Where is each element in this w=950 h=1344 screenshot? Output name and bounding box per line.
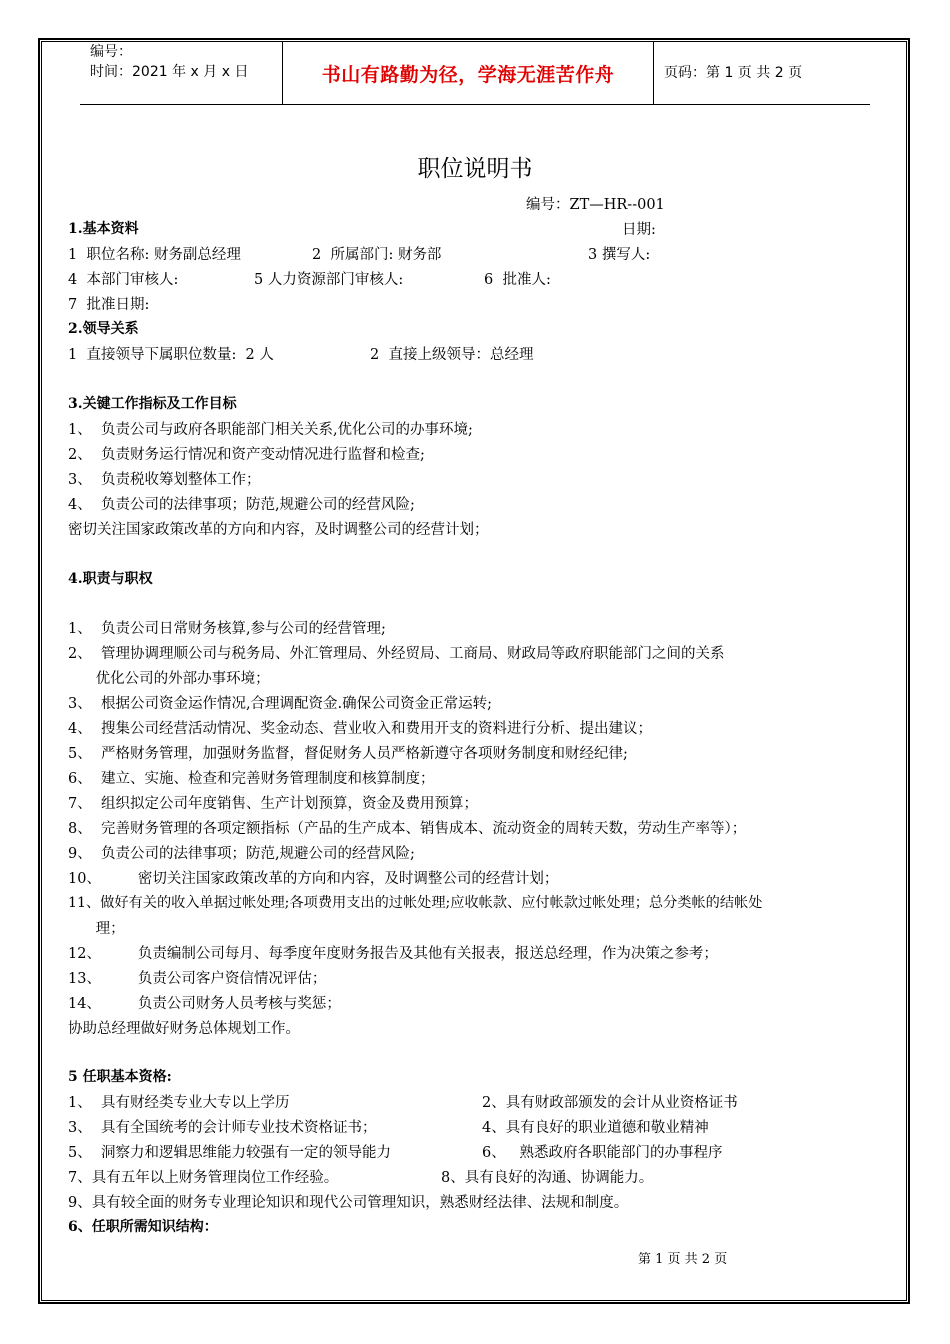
direct-supervisor: 2 直接上级领导：总经理 (370, 347, 534, 363)
author: 3 撰写人: (588, 247, 651, 263)
list-item: 7、具有五年以上财务管理岗位工作经验。 (68, 1170, 339, 1186)
section1-heading: 1.基本资料 (68, 221, 139, 237)
approval-date: 7 批准日期: (68, 297, 150, 313)
list-item: 11、做好有关的收入单据过帐处理;各项费用支出的过帐处理;应收帐款、应付帐款过帐处理；总分类帐的结帐处 (68, 895, 763, 911)
list-item: 3、 具有全国统考的会计师专业技术资格证书； (68, 1120, 377, 1136)
header-meta (90, 42, 248, 82)
date-label: 日期: (622, 222, 656, 238)
list-item: 10、 密切关注国家政策改革的方向和内容，及时调整公司的经营计划； (68, 871, 559, 887)
header-page-info: 页码：第 1 页 共 2 页 (664, 65, 803, 81)
header-divider (80, 104, 870, 105)
section5-heading: 5 任职基本资格: (68, 1069, 172, 1085)
list-item: 协助总经理做好财务总体规划工作。 (68, 1021, 300, 1037)
list-item: 4、 负责公司的法律事项；防范,规避公司的经营风险; (68, 497, 415, 513)
list-item: 4、 搜集公司经营活动情况、奖金动态、营业收入和费用开支的资料进行分析、提出建议； (68, 721, 652, 737)
list-item: 8、 完善财务管理的各项定额指标（产品的生产成本、销售成本、流动资金的周转天数，劳动生产率等）； (68, 821, 747, 837)
header-time-label: 时间：2021 年 x 月 x 日 (90, 64, 249, 80)
list-item: 7、 组织拟定公司年度销售、生产计划预算，资金及费用预算； (68, 796, 478, 812)
header-motto-box (282, 42, 654, 104)
position-name: 1 职位名称: 财务副总经理 (68, 247, 241, 263)
approver: 6 批准人: (484, 272, 551, 288)
page-title: 职位说明书 (417, 156, 533, 182)
list-item: 9、 负责公司的法律事项；防范,规避公司的经营风险; (68, 846, 415, 862)
list-item: 密切关注国家政策改革的方向和内容，及时调整公司的经营计划； (68, 522, 489, 538)
section3-heading: 3.关键工作指标及工作目标 (68, 396, 237, 412)
list-item: 优化公司的外部办事环境； (68, 671, 270, 687)
list-item: 9、具有较全面的财务专业理论知识和现代公司管理知识，熟悉财经法律、法规和制度。 (68, 1195, 629, 1211)
list-item: 1、 负责公司与政府各职能部门相关关系,优化公司的办事环境; (68, 422, 473, 438)
list-item: 5、 严格财务管理，加强财务监督，督促财务人员严格新遵守各项财务制度和财经纪律; (68, 746, 628, 762)
section2-heading: 2.领导关系 (68, 321, 139, 337)
list-item: 3、 负责税收筹划整体工作； (68, 472, 261, 488)
list-item: 5、 洞察力和逻辑思维能力较强有一定的领导能力 (68, 1145, 391, 1161)
subordinate-count: 1 直接领导下属职位数量: 2 人 (68, 347, 274, 363)
header-number-label: 编号： (90, 44, 132, 60)
page-footer: 第 1 页 共 2 页 (638, 1252, 728, 1267)
list-item: 12、 负责编制公司每月、每季度年度财务报告及其他有关报表，报送总经理，作为决策之参考； (68, 946, 718, 962)
list-item: 8、具有良好的沟通、协调能力。 (441, 1170, 654, 1186)
list-item: 1、 负责公司日常财务核算,参与公司的经营管理; (68, 621, 386, 637)
hr-reviewer: 5 人力资源部门审核人: (254, 272, 404, 288)
list-item: 理； (68, 921, 125, 937)
list-item: 2、 管理协调理顺公司与税务局、外汇管理局、外经贸局、工商局、财政局等政府职能部门之间的关系 (68, 646, 725, 662)
list-item: 6、 熟悉政府各职能部门的办事程序 (482, 1145, 723, 1161)
header-motto: 书山有路勤为径，学海无涯苦作舟 (321, 63, 615, 86)
list-item: 1、 具有财经类专业大专以上学历 (68, 1095, 290, 1111)
list-item: 3、 根据公司资金运作情况,合理调配资金.确保公司资金正常运转; (68, 696, 493, 712)
list-item: 2、具有财政部颁发的会计从业资格证书 (482, 1095, 738, 1111)
list-item: 13、 负责公司客户资信情况评估； (68, 971, 327, 987)
list-item: 2、 负责财务运行情况和资产变动情况进行监督和检查; (68, 447, 425, 463)
doc-number: 编号：ZT—HR--001 (526, 197, 665, 213)
list-item: 6、 建立、实施、检查和完善财务管理制度和核算制度； (68, 771, 435, 787)
section6-heading: 6、任职所需知识结构： (68, 1219, 218, 1235)
dept-reviewer: 4 本部门审核人: (68, 272, 179, 288)
list-item: 4、具有良好的职业道德和敬业精神 (482, 1120, 709, 1136)
department: 2 所属部门: 财务部 (312, 247, 442, 263)
list-item: 14、 负责公司财务人员考核与奖惩； (68, 996, 341, 1012)
section4-heading: 4.职责与职权 (68, 571, 153, 587)
